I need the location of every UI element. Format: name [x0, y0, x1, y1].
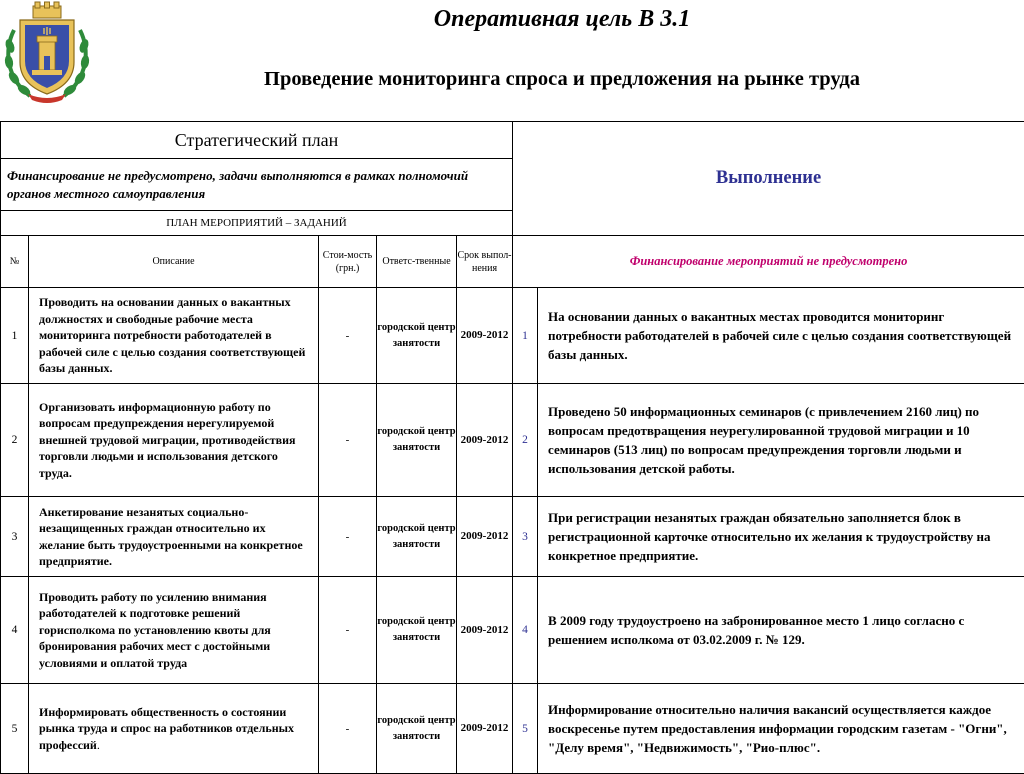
row-number: 4	[1, 577, 29, 684]
task-responsible: городской центр занятости	[377, 497, 457, 577]
table-row	[1, 577, 1024, 684]
task-description-text: Проводить работу по усилению внимания работодателей к подготовке решений горисполкома по установлению квоты для бронирования рабочих мест с достойными условиями и оплатой труда	[39, 590, 271, 670]
result-number: 4	[513, 577, 538, 684]
row-number: 5	[1, 684, 29, 774]
column-header-cost: Стои-мость (грн.)	[319, 236, 377, 288]
task-term: 2009-2012	[457, 497, 513, 577]
table-row	[1, 684, 1024, 774]
result-number: 2	[513, 384, 538, 497]
table-row	[1, 384, 1024, 497]
task-description-text: Анкетирование незанятых социально-незащищенных граждан относительно их желание быть трудоустроенными на конкретное предприятие.	[39, 505, 303, 569]
task-description-tail: .	[97, 738, 100, 752]
funding-note: Финансирование не предусмотрено, задачи выполняются в рамках полномочий органов местного самоуправления	[1, 159, 513, 211]
execution-heading: Выполнение	[513, 122, 1024, 236]
task-term: 2009-2012	[457, 288, 513, 384]
task-cost: -	[319, 384, 377, 497]
column-header-responsible: Ответс-твенные	[377, 236, 457, 288]
result-number: 1	[513, 288, 538, 384]
execution-funding-note: Финансирование мероприятий не предусмотрено	[513, 236, 1024, 288]
strategic-plan-row	[1, 122, 1024, 159]
row-number: 2	[1, 384, 29, 497]
city-coat-of-arms-icon	[0, 0, 94, 104]
task-responsible: городской центр занятости	[377, 577, 457, 684]
table-row	[1, 497, 1024, 577]
plan-table	[0, 121, 1024, 774]
task-result: Информирование относительно наличия вакансий осуществляется каждое воскресенье путем предоставления информации городским газетам - "Огни", "Делу время", "Недвижимость", "Рио-плюс".	[538, 684, 1024, 774]
task-responsible: городской центр занятости	[377, 384, 457, 497]
row-number: 1	[1, 288, 29, 384]
column-header-description: Описание	[29, 236, 319, 288]
strategic-plan-heading: Стратегический план	[1, 122, 513, 159]
column-header-row	[1, 236, 1024, 288]
task-result: Проведено 50 информационных семинаров (с привлечением 2160 лиц) по вопросам предотвращения неурегулированной трудовой миграции и 10 семинаров (513 лиц) по вопросам предупреждения торговли людьми и использования детской работы.	[538, 384, 1024, 497]
column-header-term: Срок выпол-нения	[457, 236, 513, 288]
slide-subtitle: Проведение мониторинга спроса и предложения на рынке труда	[100, 65, 1024, 93]
task-description	[29, 497, 319, 577]
row-number: 3	[1, 497, 29, 577]
task-description	[29, 684, 319, 774]
task-term: 2009-2012	[457, 684, 513, 774]
task-responsible: городской центр занятости	[377, 684, 457, 774]
task-description	[29, 384, 319, 497]
result-number: 5	[513, 684, 538, 774]
task-responsible: городской центр занятости	[377, 288, 457, 384]
task-term: 2009-2012	[457, 577, 513, 684]
task-cost: -	[319, 684, 377, 774]
task-result: При регистрации незанятых граждан обязательно заполняется блок в регистрационной карточке относительно их желания к трудоустройству на конкретное предприятие.	[538, 497, 1024, 577]
plan-header: ПЛАН МЕРОПРИЯТИЙ – ЗАДАНИЙ	[1, 211, 513, 236]
task-description	[29, 288, 319, 384]
task-cost: -	[319, 288, 377, 384]
task-cost: -	[319, 497, 377, 577]
task-result: В 2009 году трудоустроено на забронированное место 1 лицо согласно с решением исполкома от 03.02.2009 г. № 129.	[538, 577, 1024, 684]
task-description-text: Информировать общественность о состоянии рынка труда и спрос на работников отдельных профессий	[39, 705, 294, 752]
task-cost: -	[319, 577, 377, 684]
task-description-text: Организовать информационную работу по вопросам предупреждения нерегулируемой внешней трудовой миграции, противодействия торговли людьми и использования детского труда.	[39, 400, 296, 480]
result-number: 3	[513, 497, 538, 577]
table-row	[1, 288, 1024, 384]
column-header-num: №	[1, 236, 29, 288]
task-result: На основании данных о вакантных местах проводится мониторинг потребности работодателей в рабочей силе с целью создания соответствующей базы данных.	[538, 288, 1024, 384]
task-term: 2009-2012	[457, 384, 513, 497]
task-description-text: Проводить на основании данных о вакантных должностях и свободные рабочие места мониторинга потребности работодателей в рабочей силе с целью создания соответствующей базы данных.	[39, 295, 305, 375]
task-description	[29, 577, 319, 684]
slide-title: Оперативная цель В 3.1	[100, 4, 1024, 34]
